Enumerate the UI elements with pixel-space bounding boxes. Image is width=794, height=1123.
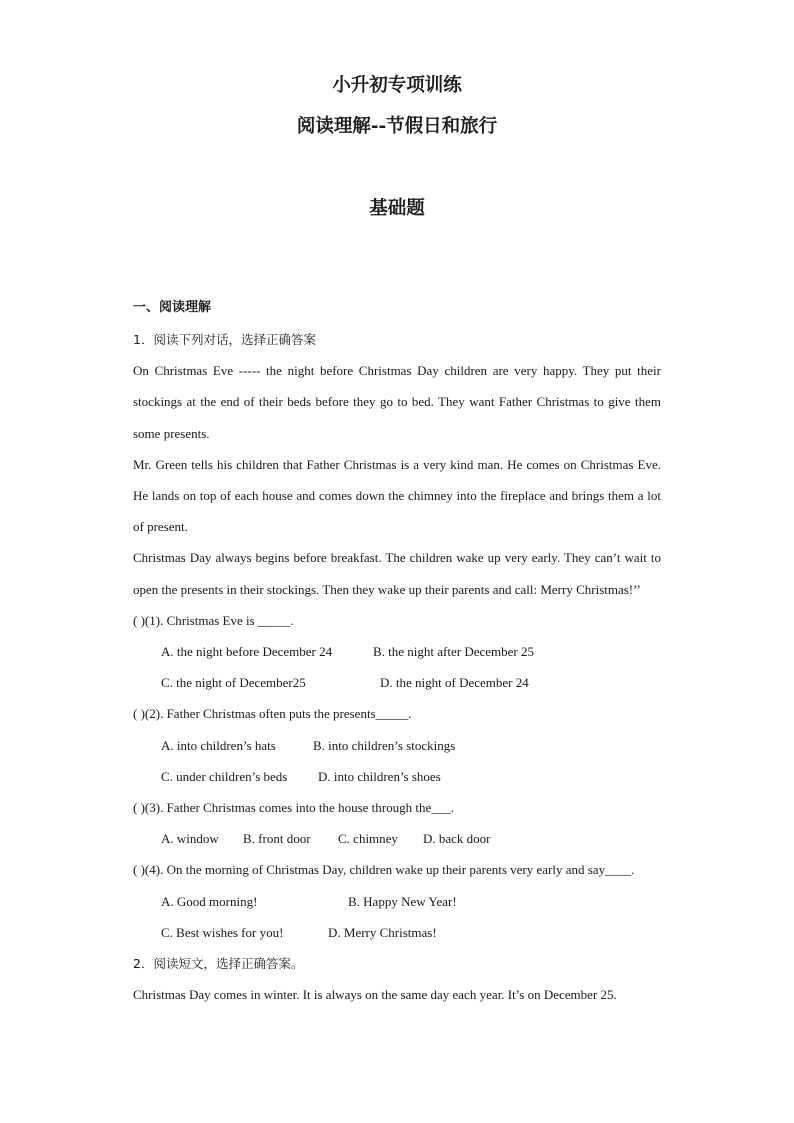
option-c: C. chimney — [338, 831, 398, 847]
passage-2-instruction: 2．阅读短文，选择正确答案。 — [133, 956, 304, 972]
passage-2-paragraph: Christmas Day comes in winter. It is always on the same day each year. It’s on December 25. — [133, 987, 617, 1003]
question-1-stem: ( )(1). Christmas Eve is _____. — [133, 612, 294, 628]
option-b: B. the night after December 25 — [373, 644, 534, 660]
option-b: B. into children’s stockings — [313, 737, 456, 753]
option-b: B. front door — [243, 831, 311, 847]
page-title: 小升初专项训练 — [332, 75, 462, 96]
section-heading: 一、阅读理解 — [133, 300, 212, 315]
option-d: D. Merry Christmas! — [328, 924, 437, 940]
question-4-options-row — [133, 886, 661, 917]
passage-1-paragraph: On Christmas Eve ----- the night before Christmas Day children are very happy. They put their stockings at the end of their beds before they go to bed. They want Father Christmas to give them some presents. — [133, 363, 661, 441]
option-a: A. Good morning! — [161, 893, 258, 909]
page-subtitle: 阅读理解--节假日和旅行 — [296, 116, 498, 137]
passage-1-instruction: 1．阅读下列对话，选择正确答案 — [133, 332, 316, 347]
option-a: A. window — [161, 831, 219, 847]
difficulty-heading: 基础题 — [369, 198, 425, 219]
option-a: A. into children’s hats — [161, 737, 276, 753]
question-2-stem: ( )(2). Father Christmas often puts the presents_____. — [133, 706, 412, 722]
document-body — [133, 324, 661, 1010]
option-d: D. into children’s shoes — [318, 768, 441, 784]
question-3-options-row — [133, 823, 661, 854]
option-c: C. Best wishes for you! — [161, 924, 284, 940]
option-d: D. the night of December 24 — [380, 675, 529, 691]
question-3-stem: ( )(3). Father Christmas comes into the house through the___. — [133, 800, 454, 816]
question-1-options-row — [133, 667, 661, 698]
option-c: C. the night of December25 — [161, 675, 306, 691]
question-1-options-row — [133, 636, 661, 667]
question-2-options-row — [133, 761, 661, 792]
option-c: C. under children’s beds — [161, 768, 288, 784]
question-4-options-row — [133, 917, 661, 948]
question-4-stem: ( )(4). On the morning of Christmas Day, children wake up their parents very early and say____. — [133, 862, 635, 878]
passage-1-paragraph: Christmas Day always begins before breakfast. The children wake up very early. They can’t wait to open the presents in their stockings. Then they wake up their parents and call: Merry Christmas!’’ — [133, 550, 661, 597]
question-2-options-row — [133, 730, 661, 761]
passage-1-paragraph: Mr. Green tells his children that Father Christmas is a very kind man. He comes on Christmas Eve. He lands on top of each house and comes down the chimney into the fireplace and brings them a lot of present. — [133, 456, 661, 535]
option-d: D. back door — [423, 831, 491, 847]
option-a: A. the night before December 24 — [161, 644, 333, 660]
option-b: B. Happy New Year! — [348, 893, 457, 909]
